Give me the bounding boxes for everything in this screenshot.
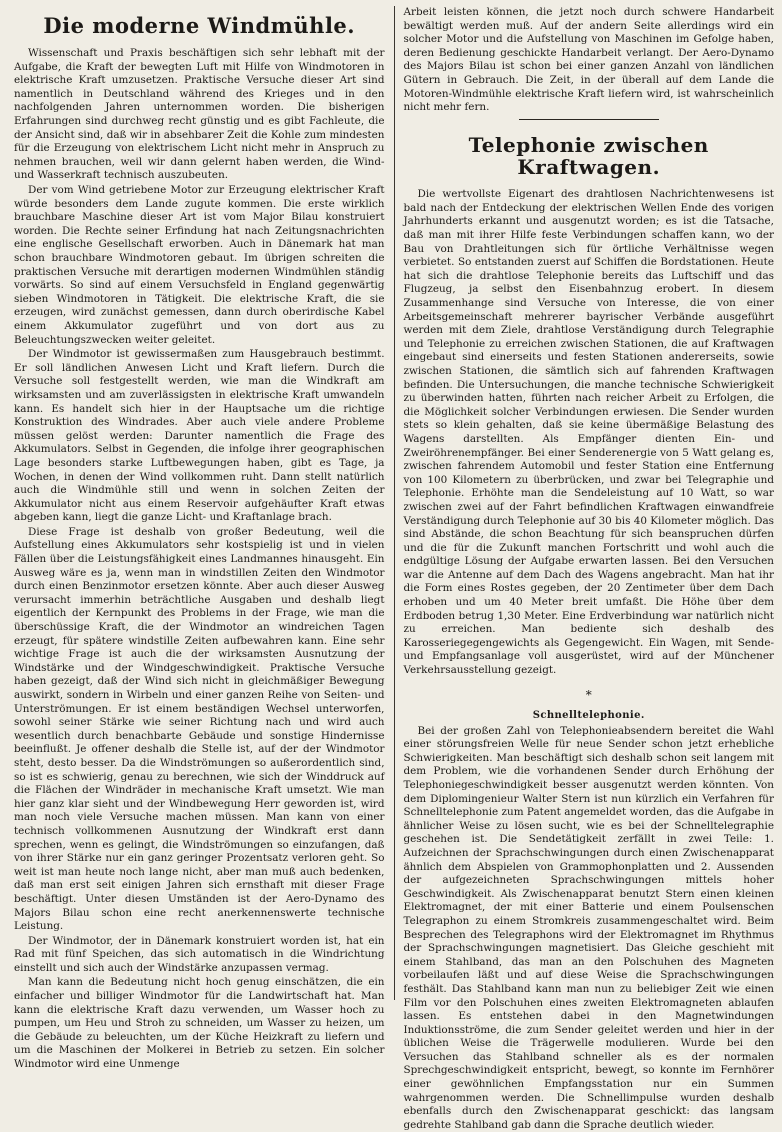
article-paragraph: Die wertvollste Eigenart des drahtlosen Nachrichtenwesens ist bald nach der Entdeckung der elektrischen Wellen Ende des vorigen Jahrhunderts erkannt und ausgenutzt worden; es ist die Tatsache, daß man mit ihrer Hilfe feste Verbindungen schaffen kann, wo der Bau von Drahtleitungen sich für örtliche Verhältnisse wegen verbietet. So entstanden zuerst auf Schiffen die Bordstationen. Heute hat sich die drahtlose Telephonie bereits das Luftschiff und das Flugzeug, ja selbst den Eisenbahnzug erobert. In diesem Zusammenhange sind Versuche von Interesse, die von einer Arbeitsgemeinschaft mehrerer bayrischer Verbände ausgeführt werden mit dem Ziele, drahtlose Verständigung durch Telegraphie und Telephonie zu erreichen zwischen Stationen, die auf Kraftwagen eingebaut sind einerseits und festen Stationen andererseits, sowie zwischen Stationen, die sämtlich sich auf fahrenden Kraftwagen befinden. Die Untersuchungen, die manche technische Schwierigkeit zu überwinden hatten, führten nach reicher Arbeit zu Erfolgen, die die Möglichkeit solcher Verbindungen erwiesen. Die Sender wurden stets so klein gehalten, daß sie keine übermäßige Belastung des Wagens darstellten. Als Empfänger dienten Ein- und Zweiröhrenempfänger. Bei einer Senderenergie von 5 Watt gelang es, zwischen fahrendem Automobil und fester Station eine Entfernung von 100 Kilometern zu überbrücken, und zwar bei Telegraphie und Telephonie. Erhöhte man die Sendeleistung auf 10 Watt, so war zwischen zwei auf der Fahrt befindlichen Kraftwagen einwandfreie Verständigung durch Telephonie auf 30 bis 40 Kilometer möglich. Das sind Abstände, die schon Beachtung für sich beanspruchen dürfen und die für die Zukunft manchen Fortschritt und wohl auch die endgültige Lösung der Aufgabe erwarten lassen. Bei den Versuchen war die Antenne auf dem Dach des Wagens angebracht. Man hat ihr die Form eines Rostes gegeben, der 20 Zentimeter über dem Dach erhoben und um 40 Meter breit umfaßt. Die Höhe über dem Erdboden betrug 1,30 Meter. Eine Erdverbindung war natürlich nicht zu erreichen. Man bediente sich deshalb des Karosseriegegengewichts als Gegengewicht. Ein Wagen, mit Sende- und Empfangsanlage voll ausgerüstet, wird auf der Münchener Verkehrsausstellung gezeigt. [403, 188, 774, 677]
article-title-windmill: Die moderne Windmühle. [43, 13, 356, 38]
article-title-telephony: Telephonie zwischen Kraftwagen. [468, 133, 709, 180]
article-separator [519, 119, 659, 121]
article-continuation: Arbeit leisten können, die jetzt noch durch schwere Handarbeit bewältigt werden muß. Auf der andern Seite allerdings wird ein solcher Motor und die Aufstellung von Maschinen im Gefolge haben, deren Bedienung geschickte Handarbeit verlangt. Der Aero-Dynamo des Majors Bilau ist schon bei einer ganzen Anzahl von ländlichen Gütern in Gebrauch. Die Zeit, in der überall auf dem Lande die Motoren-Windmühle elektrische Kraft liefern wird, ist wahrscheinlich nicht mehr fern. [403, 6, 774, 114]
right-column [401, 6, 774, 1131]
article-paragraph: Wissenschaft und Praxis beschäftigen sich sehr lebhaft mit der Aufgabe, die Kraft der bewegten Luft mit Hilfe von Windmotoren in elektrische Kraft umzusetzen. Praktische Versuche dieser Art sind namentlich in Deutschland während des Krieges und in den nachfolgenden Jahren unternommen worden. Die bisherigen Erfahrungen sind durchweg recht günstig und es gibt Fachleute, die der Ansicht sind, daß wir in absehbarer Zeit die Kohle zum mindesten für die Erzeugung von elektrischem Licht nicht mehr in Anspruch zu nehmen brauchen, weil wir dann gelernt haben werden, die Wind- und Wasserkraft technisch auszubeuten. [14, 47, 385, 182]
two-column-layout [14, 6, 774, 1131]
article-paragraph: Bei der großen Zahl von Telephonieabsendern bereitet die Wahl einer störungsfreien Welle für neue Sender schon jetzt erhebliche Schwierigkeiten. Man beschäftigt sich deshalb schon seit langem mit dem Problem, wie die vorhandenen Sender durch Erhöhung der Telephoniegeschwindigkeit besser ausgenutzt werden könnten. Von dem Diplomingenieur Walter Stern ist nun kürzlich ein Verfahren für Schnelltelephonie zum Patent angemeldet worden, das die Aufgabe in ähnlicher Weise zu lösen sucht, wie es bei der Schnelltelegraphie geschehen ist. Die Sendetätigkeit zerfällt in zwei Teile: 1. Aufzeichnen der Sprachschwingungen durch einen Zwischenapparat ähnlich dem Abspielen von Grammophonplatten und 2. Aussenden der aufgezeichneten Sprachschwingungen mittels hoher Geschwindigkeit. Als Zwischenapparat benutzt Stern einen kleinen Elektromagnet, der mit einer Batterie und einem Poulsenschen Telegraphon zu einem Stromkreis zusammengeschaltet wird. Beim Besprechen des Telegraphons wird der Elektromagnet im Rhythmus der Sprachschwingungen magnetisiert. Das Gleiche geschieht mit einem Stahlband, das man an den Polschuhen des Magneten vorbeilaufen läßt und auf diese Weise die Sprachschwingungen festhält. Das Stahlband kann man nun zu beliebiger Zeit wie einen Film vor den Polschuhen eines zweiten Elektromagneten ablaufen lassen. Es entstehen dabei in den Magnetwindungen Induktionsströme, die zum Sender geleitet werden und hier in der üblichen Weise die Trägerwelle modulieren. Wurde bei den Versuchen das Stahlband schneller als es der normalen Sprechgeschwindigkeit entspricht, bewegt, so konnte im Fernhörer einer gewöhnlichen Empfangsstation nur ein Summen wahrgenommen werden. Die Schnellimpulse wurden deshalb ebenfalls durch den Zwischenapparat geschickt: das langsam gedrehte Stahlband gab dann die Sprache deutlich wieder. [403, 724, 774, 1131]
section-divider-star: * [585, 687, 592, 702]
left-column [14, 6, 391, 1071]
article-paragraph: Der Windmotor, der in Dänemark konstruiert worden ist, hat ein Rad mit fünf Speichen, das sich automatisch in die Windrichtung einstellt und sich auch der Windstärke anzupassen vermag. [14, 934, 385, 974]
subsection-title: Schnelltelephonie. [532, 709, 645, 721]
column-rule [394, 6, 395, 1000]
article-paragraph: Der Windmotor ist gewissermaßen zum Hausgebrauch bestimmt. Er soll ländlichen Anwesen Licht und Kraft liefern. Durch die Versuche soll festgestellt werden, wie man die Windkraft am wirksamsten und am zuverlässigsten in elektrische Kraft umwandeln kann. Es handelt sich hier in der Hauptsache um die richtige Konstruktion des Windrades. Aber auch viele andere Probleme müssen gelöst werden: Darunter namentlich die Frage des Akkumulators. Selbst in Gegenden, die infolge ihrer geographischen Lage besonders starke Luftbewegungen haben, gibt es Tage, ja Wochen, in denen der Wind vollkommen ruht. Dann stellt natürlich auch die Windmühle still und wenn in solchen Zeiten der Akkumulator nicht aus einem Reservoir aufgehäufter Kraft etwas abgeben kann, liegt die ganze Licht- und Kraftanlage brach. [14, 348, 385, 524]
article-paragraph: Diese Frage ist deshalb von großer Bedeutung, weil die Aufstellung eines Akkumulators sehr kostspielig ist und in vielen Fällen über die Leistungsfähigkeit eines Landmannes hinausgeht. Ein Ausweg wäre es ja, wenn man in windstillen Zeiten den Windmotor durch einen Benzinmotor ersetzen könnte. Aber auch dieser Ausweg verursacht immerhin beträchtliche Ausgaben und deshalb liegt eigentlich der Kernpunkt des Problems in der Frage, wie man die überschüssige Kraft, die der Windmotor an windreichen Tagen erzeugt, für spätere windstille Zeiten aufbewahren kann. Eine sehr wichtige Frage ist auch die der wirksamsten Ausnutzung der Windstärke und der Windgeschwindigkeit. Praktische Versuche haben gezeigt, daß der Wind sich nicht in gleichmäßiger Bewegung auswirkt, sondern in Wirbeln und einer ganzen Reihe von Seiten- und Unterströmungen. Er ist einem beständigen Wechsel unterworfen, sowohl seiner Stärke wie seiner Richtung nach und wird auch wesentlich durch benachbarte Gebäude und sonstige Hindernisse beeinflußt. Je offener deshalb die Stelle ist, auf der der Windmotor steht, desto besser. Da die Windströmungen so außerordentlich sind, so ist es schwierig, genau zu berechnen, wie sich der Winddruck auf die Flächen der Windräder in mechanische Kraft umsetzt. Wie man hier ganz klar sieht und der Windbewegung Herr geworden ist, wird man noch viele Versuche machen müssen. Man kann von einer technisch vollkommenen Ausnutzung der Windkraft erst dann sprechen, wenn es gelingt, die Windströmungen so einzufangen, daß von ihrer Stärke nur ein ganz geringer Prozentsatz verloren geht. So weit ist man heute noch lange nicht, aber man muß auch bedenken, daß man erst seit einigen Jahren sich ernsthaft mit dieser Frage beschäftigt. Unter diesen Umständen ist der Aero-Dynamo des Majors Bilau schon eine recht anerkennenswerte technische Leistung. [14, 525, 385, 933]
article-paragraph: Der vom Wind getriebene Motor zur Erzeugung elektrischer Kraft würde besonders dem Lande zugute kommen. Die erste wirklich brauchbare Maschine dieser Art ist vom Major Bilau konstruiert worden. Die Rechte seiner Erfindung hat nach Zeitungsnachrichten eine englische Gesellschaft erworben. Auch in Dänemark hat man schon brauchbare Windmotoren gebaut. Im übrigen schreiten die praktischen Versuche mit derartigen modernen Windmühlen ständig vorwärts. So sind auf einem Versuchsfeld in England gegenwärtig sieben Windmotoren in Tätigkeit. Die elektrische Kraft, die sie erzeugen, wird zunächst gemessen, dann durch oberirdische Kabel einem Akkumulator zugeführt und von dort aus zu Beleuchtungszwecken weiter geleitet. [14, 184, 385, 346]
article-paragraph: Man kann die Bedeutung nicht hoch genug einschätzen, die ein einfacher und billiger Windmotor für die Landwirtschaft hat. Man kann die elektrische Kraft dazu verwenden, um Wasser hoch zu pumpen, um Heu und Stroh zu schneiden, um Wasser zu heizen, um die Gebäude zu beleuchten, um der Küche Heizkraft zu liefern und um die Maschinen der Molkerei in Betrieb zu setzen. Ein solcher Windmotor wird eine Unmenge [14, 976, 385, 1071]
